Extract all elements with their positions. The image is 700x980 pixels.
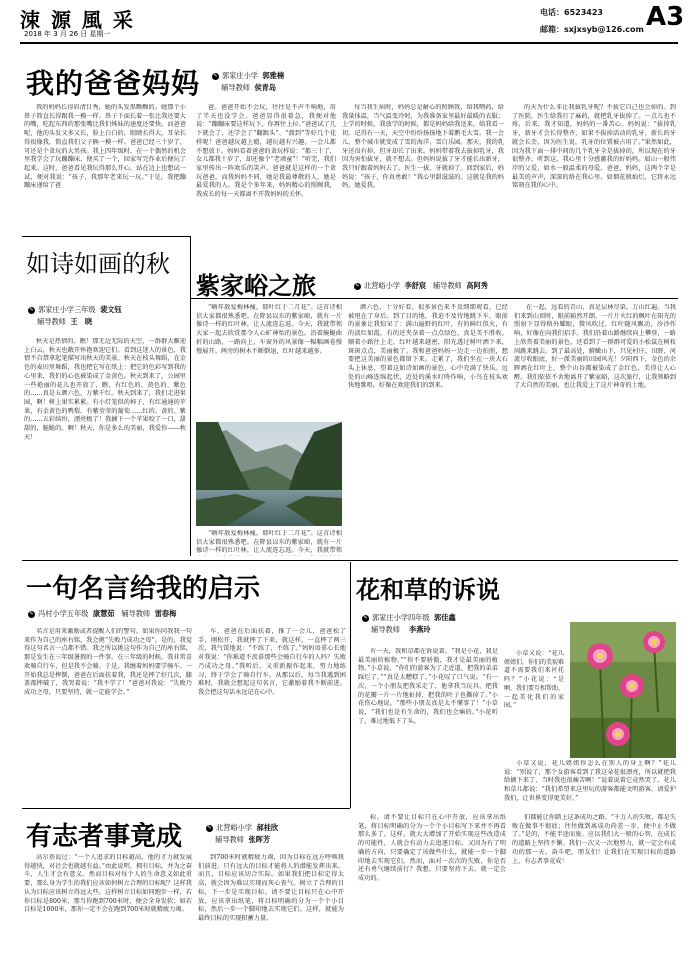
article6-author: 郝桂欣 [256, 823, 279, 832]
article6-teacher: 张晖芳 [248, 835, 271, 844]
article5-byline [362, 612, 456, 636]
article4-teacher: 雷春梅 [154, 609, 177, 618]
article5-teacher-label: 辅导教师 [371, 625, 400, 634]
article1-teacher-label: 辅导教师 [221, 83, 250, 92]
pen-icon: ✎ [29, 306, 34, 313]
article2-byline [28, 304, 122, 328]
article3-col2: 颜六色，十分好看。很多景色来不及细细观看，已经被甩在了身后。到了目的地，我迫不及待地跳下车，眼前的景象让我惊呆了：满山遍野的红叶，有的鲜红似火，有的淡红如霞，有的还夹杂着一点点绿色，真是美不胜收。顺着小路往上走，红叶越来越密，阳光透过树叶洒下来，斑斑点点，美丽极了。我和爸爸妈妈一边走一边拍照，想要把这美丽的景色都留下来。走累了，我们坐在一块大石头上休息，望着这如诗如画的景色，心中充满了快乐。远处的山峰连绵起伏，近处的溪水叮咚作响，小鸟在枝头欢快地歌唱，好像在欢迎我们的到来。 [348, 304, 508, 390]
article6-col2: 到700米时就精疲力竭，因为目标在远方呼唤我们前进。只有远大的目标才能将人的潜能发挥出来。而且，目标应该切合实际。如果我们把目标定得太高，就会因为难以实现而灰心丧气。树立了合理的目标，下一步是实现目标。请不要让目标只在心中开放，应该拿出纸笔，将目标明确的分为一个个小目标，然后一步一个脚印地去实现它们。这样，就能为最终目标的实现积蓄力量。 [198, 854, 344, 922]
divider-v2 [350, 562, 351, 808]
mountain-river-photo [196, 422, 342, 526]
article1-school: 郭家庄小学 [222, 71, 258, 80]
article5-col2: 小草又说：“花儿姐姐们，你们的美貌难道不需要我们来衬托吗？”小花说：“是啊，我们要互相帮助，一起美化我们的家园。” [504, 650, 564, 710]
article3-author: 李舒宸 [404, 281, 427, 290]
article2-teacher: 王 晓 [70, 317, 93, 326]
article1-col1: 我的妈妈长得眉清目秀，她的头发黑黝黝的。她那个小鼻子简直长得跟我一模一样。鼻子下面长着一张比我还要大的嘴，吃起东西的那张嘴比我们姊妹的速度还要快。而爸爸呢，他的头发又多又长，脸上白白的，眼睛长得大，耳朵长得很像我，简直我们父子俩一模一样。爸爸已经三十岁了，可还是个贪玩的大男孩。我上四年级时，在一个偶然的机会里我学会了玩蹦蹦床，便买了一个，回家写完作业后便玩了起来。这时，爸爸看见我玩得那么开心，站在边上也想试一试，便对我说：“孩子，我那年老来玩一玩。”于是，我把蹦蹦床递给了爸 [24, 104, 186, 190]
article2-school: 郭家庄小学三年级 [38, 305, 96, 314]
article5-col1: 有一天，我和草都在诉说着。“我是小花，我是最美丽的植物。”“你不要骄傲，我才是最美丽的植物。”小草说。“你们的游客为了走近道，把我的弟弟踩烂了。”“真是太糟糕了。”小花叹了口气说。“有一次，一个小朋友把我采走了，他拿我当玩具，把我的花瓣一片一片地扯掉，把我的叶子也撕掉了。”小花伤心地说。“那些小朋友真是太不懂事了！”小草说，“我们也是有生命的，我们也会痛的。”小花听了，难过地低下了头。 [358, 648, 498, 725]
article1-teacher: 侯青岛 [254, 83, 277, 92]
email-label: 邮箱： [540, 25, 564, 34]
article3-col3: 在一起，远看的青山，真是层林尽染，万山红遍。当我们来到山顶时，眼前豁然开朗，一片片火红的枫叶在阳光的照射下显得格外耀眼，微风吹过，红叶随风飘动，沙沙作响，好像在向我们招手。我们沿着山路继续向上攀登，一路上欣赏着美丽的景色，还看到了一群群可爱的小松鼠在树枝间跳来跳去。到了最高处，俯瞰山下，只见村庄、田野、河流尽收眼底，好一派美丽的田园风光！夕阳西下，金色的余晖洒在红叶上，整个山谷都被染成了金红色，美得让人心醉。我们依依不舍地离开了紫家峪，这次旅行，让我领略到了大自然的美丽，也让我爱上了这片神奇的土地。 [514, 304, 676, 390]
article4-school: 冯村小学五年级 [38, 609, 89, 618]
article4-byline [28, 608, 176, 620]
phone-number: 6523423 [564, 8, 603, 17]
article1-col3: 每当我生病时，妈妈总是耐心的照顾我，给我喂药，给我量体温，当气温变冷时，为我准备家里最好最暖的衣服；上学的时候，我放学的时候，都是妈妈给我送来，给我看一切。记得有一天，天空中纷纷扬扬地下着鹅毛大雪。我一会儿，整个城市就变成了雪的海洋，雪白乐园。那天，我的乳牙还没有掉，但牙却长了出来。妈妈带着我去拔掉乳牙，我因为害怕拔牙，就不想去。但妈妈说拔了牙才能长出新牙，我只好跟着妈妈去了。医生一拔，牙就掉了。回到家后，妈妈说：“孩子，你真勇敢！”我心里甜滋滋的。这就是我的妈妈，她爱我。 [342, 104, 504, 190]
article3-col1: “嗨年散爱梅林瘦，耶叶红于二月花”。这首诗相信大家都很熟悉吧。在降县以东的紫家峪，就有一片像诗一样的红叶林，让人流连忘返。今天，我就带领大家一起去欣赏那令人心旷神怡的景色。沿着蜿蜒曲折的山路，一路向上，车窗外的风景像一幅幅画卷慢慢展开。两旁的树木不断倒退，红叶越来越多。 [196, 304, 342, 355]
article6-teacher-label: 辅导教师 [215, 835, 244, 844]
issue-date: 2018 年 3 月 26 日 星期一 [24, 30, 111, 38]
email-line [540, 24, 644, 35]
article5-school: 郭家庄小学四年级 [372, 613, 430, 622]
article3-byline [354, 280, 488, 292]
divider-h3 [22, 808, 350, 809]
page-number: A3 [646, 2, 685, 32]
article5-author: 郭佳鑫 [434, 613, 456, 622]
article3-teacher: 高阿秀 [466, 281, 488, 290]
article5-teacher: 李燕玲 [409, 625, 431, 634]
phone-label: 电话： [540, 8, 564, 17]
header-rule [20, 42, 678, 44]
article2-author: 裴文钰 [100, 305, 122, 314]
pink-flowers-photo [570, 622, 676, 758]
article5-col3: 小草又说，花儿姐姐你怎么在别人的身上啊？”花儿说：“别说了，那个女游客看到了我这朵花很漂亮，所以就把我给摘下来了，当时我也很痛苦啊！”说着说着它竟然哭了。花儿和草儿都说：“我们希望来这里玩的游客都能文明游客，请爱护我们，让世界变得更美好。” [504, 760, 676, 802]
article1-title: 我的爸爸妈妈 [26, 67, 201, 100]
article3-teacher-label: 辅导教师 [432, 281, 462, 290]
pen-icon: ✎ [207, 824, 212, 831]
article2-teacher-label: 辅导教师 [37, 317, 66, 326]
article4-col2: 车。爸爸在后面扶着，推了一会儿，爸爸松了手，刚松开，我就摔了下来，就这样，一直摔了两三次，我气馁地说：“不练了，不练了。”妈妈语重心长地对我说：“你难道不羡慕那些会骑自行车的人吗？失败乃成功之母。”我听后，又重新振作起来，努力地练习，终于学会了骑自行车。从那以后，每当我遇到困难时，我就会想起这句名言，它激励着我不断前进。我会把这句话永远记在心中。 [198, 628, 346, 696]
article5-title: 花和草的诉说 [356, 576, 500, 604]
article2-body: 秋天是热情的。瞧！那无边无际的天空，一群群大雁迎上白云，秋天也敞开怀抱欢迎它们。看到这迷人的景色，我情不自禁拿起笔描写出秋天的美景。秋天在枝头舞蹈，在金色的麦田里舞蹈，我也把它写在纸上：把它的色彩写到我的心里来，我们的心也被染成了金黄色。秋天到来了，公园里一些艳丽的花儿也开放了，瞧，有红色的、黄色的、紫色的……真是五颜六色，万紫千红。秋天到来了，我们走进果园，啊！树上果实累累。有小灯笼似的柿子，有红通通的苹果，有金黄色的鸭梨，有紫莹莹的葡萄……红的、黄的、紫的……五彩缤纷，漂亮极了！我摘下一个苹果咬了一口，甜甜的，脆脆的。啊！秋天，你是多么的美丽，我爱你——秋天！ [24, 338, 186, 441]
article1-col4: 的天为什么非让我拔乳牙呢？不拔它自己也会掉的。到了医院，医生给我打了麻药，就把乳牙拔掉了。一点儿也不疼，后来，我才知道，妈妈的一番苦心。妈妈说：“拔掉乳牙，新牙才会长得整齐，如果不拔掉活动的乳牙，新长的牙就会长歪，因为医生说，乳牙的位置被占用了。”果然如此，因为我下面一排中间的几个乳牙全是拔掉的，所以现在的牙很整齐。听到这，我心里十分感激我的好妈妈。如山一般伟岸的父爱，如水一般温柔的母爱。爸爸，妈妈，这两个字是最美的声声，深深的烙在我心里。如烟花般灿烂，它将永远铭刻在我的心中。 [512, 104, 676, 190]
pen-icon: ✎ [363, 614, 368, 621]
article3-title: 紫家峪之旅 [196, 272, 316, 300]
article6-title: 有志者事竟成 [26, 822, 183, 852]
email-address: sxjxsyb@126.com [564, 25, 644, 34]
article6-col3: 标。请不要让目标只在心中开放，应该拿出纸笔，将目标明确的分为一个个小目标写下来并不再看那么多了。这样，就大大增加了开始实现这些改造成的可能性，人就会有动力去追逐目标。又因为有了明确的方向，只要确定了该做些什么，就能一步一个脚印地去实现它们。然而，面对一次次的失败，你是否还有勇气继续前行？我想，只要坚持下去，就一定会成功的。 [358, 814, 506, 882]
article4-author: 康慧茹 [92, 609, 115, 618]
article4-title: 一句名言给我的启示 [26, 574, 261, 604]
article6-school: 北营峪小学 [216, 823, 252, 832]
pen-icon: ✎ [29, 610, 34, 617]
article4-teacher-label: 辅导教师 [121, 609, 151, 618]
article3-school: 北营峪小学 [364, 281, 400, 290]
article1-byline [212, 70, 284, 94]
article4-col1: 名言是用来激励或者提醒人们的警句。如果你问我我一句来作为自己的座右铭，我会挑“失败乃成功之母”。是的，我觉得这句名言一点都不错。我之所以挑这句作为自己的座右铭，那是发生在三年级暑假的一件事。在三年级的时候，我非常喜欢骑自行车，但是我不会骑。于是，我缠着妈妈要学骑车。一开始我总是摔倒，爸爸在后面扶着我，我还是摔了好几次，膝盖都摔破了，我哭着说：“我不学了！”爸爸对我说：“失败乃成功之母，只要坚持，就一定能学会。” [24, 628, 192, 696]
article1-col2: 爸。爸爸开始不会玩，往往是不声不响地，用了半天也没学会。爸爸显得很着急，我便对他说：“蹦蹦床要这样玩下，你再往上拉。”爸爸试了几下就会了，还学会了“翻跟头”、“溜到”等好几个花样呢！爸爸越玩越上瘾，越玩越有兴趣，一会儿都不想放下。妈妈看着爸爸的贪玩样说：“都三十了，女儿都我十岁了，却还像个“老顽童”！”听完，我们家里传出一阵欢乐的笑声。爸爸就是这样的一个贪玩爸爸。而我妈妈不同，她是我最尊敬的人，她是最爱我的人。我是个多年来，妈妈精心的照顾我，我成长的每一天都离不开我妈妈的关怀。 [196, 104, 336, 199]
pen-icon: ✎ [213, 72, 218, 79]
article1-author: 郭雅楠 [262, 71, 285, 80]
article6-col1: 高尔基说过：“一个人追求的目标越高，他的才力就发展得越快，对社会也就越有益。”由此说明，拥有目标，并为之奋斗，人生才会有意义。然而目标对每个人的生命意义如此重要，那么身为学生的我们应该如何树立合理的目标呢？这样我认为目标应该树立得远大些。这样树立目标如同跑步一样，若你目标是800米，那当你跑到700米时，便会全身发软；如若目标是1000米，那你一定不会在跑到700米时就精疲力竭。 [24, 854, 192, 914]
divider-h1 [22, 236, 190, 237]
article3-caption-col: “嗨年散爱梅林瘦，耶叶红于二月花”。这首诗相信大家都很熟悉吧。在降县以东的紫家峪，就有一片像诗一样的红叶林，让人流连忘返。今天，我就带领 [196, 530, 342, 555]
article6-byline [206, 822, 278, 846]
pen-icon: ✎ [355, 282, 360, 289]
divider-h2 [22, 560, 678, 561]
article2-title: 如诗如画的秋 [26, 250, 170, 278]
article6-col4: 们都能让你踏上这条成功之路。“千万人的失败，都是失败在做事不彻底；往往做到离成功尚差一步，便中止不做了。”是的，不能半途而废。应以我们大一般的心智，在成长的道路上坚持不懈。我们一次又一次地努力，就一定会有成功的那一天。奋斗吧，朋友们！让我们在实现目标的道路上，有志者事竟成！ [512, 814, 676, 865]
masthead: 涑 源 風 采 [20, 8, 135, 32]
phone-line [540, 7, 603, 18]
divider-v1 [190, 236, 191, 556]
